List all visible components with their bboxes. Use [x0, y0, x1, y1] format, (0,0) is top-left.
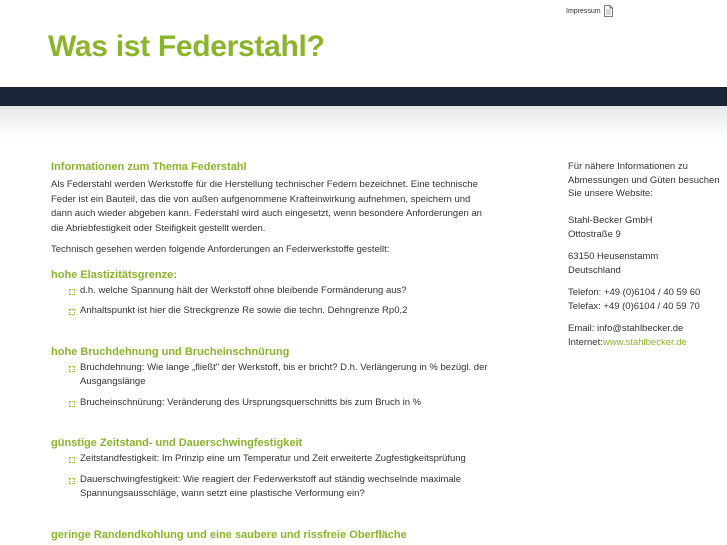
list-item — [69, 361, 491, 390]
section-title-zeitstand: günstige Zeitstand- und Dauerschwingfestigkeit — [51, 437, 303, 449]
list-item-text: Brucheinschnürung: Veränderung des Ursprungsquerschnitts bis zum Bruch in % — [80, 396, 422, 408]
list-item-text: Anhaltspunkt ist hier die Streckgrenze Re sowie die techn. Dehngrenze Rp0,2 — [80, 305, 408, 316]
zip-city: 63150 Heusenstamm — [568, 250, 659, 262]
sidebar-info-line: Abmessungen und Güten besuchen — [568, 174, 720, 186]
bullet-icon — [69, 478, 75, 484]
phone-number: Telefon: +49 (0)6104 / 40 59 60 — [568, 286, 701, 298]
section-title-randendkohlung: geringe Randendkohlung und eine saubere und rissfreie Oberfläche — [51, 528, 407, 541]
bullet-icon — [69, 457, 75, 463]
section-list-bruchdehnung — [51, 361, 491, 411]
fax-number: Telefax: +49 (0)6104 / 40 59 70 — [568, 301, 700, 312]
website-link[interactable]: www.stahlbecker.de — [602, 337, 687, 348]
street-address: Ottostraße 9 — [568, 229, 621, 240]
main-content — [51, 160, 491, 542]
sidebar-info-line: Sie unsere Website: — [568, 188, 653, 199]
section-title-elastizitaet: hohe Elastizitätsgrenze: — [51, 268, 177, 281]
list-item — [69, 452, 491, 467]
country: Deutschland — [568, 265, 621, 276]
email-address: Email: info@stahlbecker.de — [568, 322, 684, 334]
list-item-text: Dauerschwingfestigkeit: Wie reagiert der Federwerkstoff auf ständig wechselnde maximale Spannungsausschläge, wann setzt eine plastische Verformung ein? — [80, 473, 462, 499]
technical-paragraph: Technisch gesehen werden folgende Anforderungen an Federwerkstoffe gestellt: — [51, 244, 390, 255]
bullet-icon — [69, 309, 75, 315]
list-item-text: Zeitstandfestigkeit: Im Prinzip eine um Temperatur und Zeit erweiterte Zugfestigkeitsprüfung — [80, 453, 466, 464]
list-item — [69, 473, 491, 502]
internet-label: Internet: — [568, 337, 603, 348]
section-list-zeitstand — [51, 452, 491, 502]
company-name: Stahl-Becker GmbH — [568, 214, 653, 226]
impressum-link[interactable] — [566, 5, 613, 17]
impressum-label[interactable]: Impressum — [566, 7, 601, 15]
list-item-text: Bruchdehnung: Wie lange „fließt" der Werkstoff, bis er bricht? D.h. Verlängerung in % bezügl. der Ausgangslänge — [80, 361, 488, 387]
list-item — [69, 396, 491, 411]
list-item-text: d.h. welche Spannung hält der Werkstoff ohne bleibende Formänderung aus? — [80, 284, 407, 296]
bullet-icon — [69, 366, 75, 372]
sidebar-info-line: Für nähere Informationen zu — [568, 161, 688, 172]
document-icon[interactable] — [604, 5, 613, 17]
header-band — [0, 87, 727, 106]
header-band-shade — [0, 106, 727, 140]
contact-sidebar — [568, 160, 727, 350]
section-title-bruchdehnung: hohe Bruchdehnung und Brucheinschnürung — [51, 345, 290, 358]
page-title: Was ist Federstahl? — [48, 30, 325, 63]
bullet-icon — [69, 289, 75, 295]
intro-paragraph: Als Federstahl werden Werkstoffe für die Herstellung technischer Federn bezeichnet. Eine technische Feder ist ein Bauteil, das die von außen aufgenommene Krafteinwirkung aufnehmen, speichern und dann auch wieder abgeben kann. Federstahl wird auch eingesetzt, wenn besondere Anforderungen an die Abriebfestigkeit oder Steifigkeit gestellt werden. — [51, 179, 482, 234]
bullet-icon — [69, 401, 75, 407]
section-list-elastizitaet — [51, 284, 491, 319]
list-item — [69, 284, 491, 299]
internet-line — [568, 336, 727, 350]
list-item — [69, 304, 491, 319]
main-heading: Informationen zum Thema Federstahl — [51, 161, 247, 173]
